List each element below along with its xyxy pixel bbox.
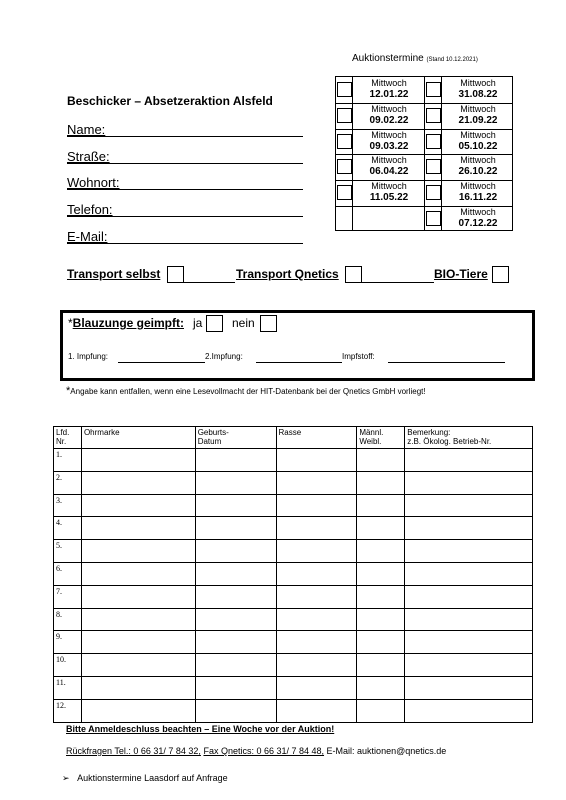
table-cell[interactable] bbox=[276, 562, 357, 585]
table-header-row bbox=[54, 427, 533, 449]
blauzunge-heading bbox=[68, 316, 184, 330]
table-row bbox=[54, 494, 533, 517]
auction-date-entry bbox=[442, 104, 514, 126]
field-label: Name: bbox=[67, 122, 106, 137]
auction-day: Mittwoch bbox=[371, 129, 407, 140]
auction-col-divider bbox=[424, 77, 425, 230]
table-cell[interactable] bbox=[405, 654, 533, 677]
row-number-cell: 11. bbox=[54, 676, 82, 699]
table-row bbox=[54, 654, 533, 677]
auction-day: Mittwoch bbox=[460, 207, 496, 217]
table-row bbox=[54, 449, 533, 472]
row-number-cell: 7. bbox=[54, 585, 82, 608]
table-cell[interactable] bbox=[81, 654, 195, 677]
table-header-cell: Lfd. Nr. bbox=[54, 427, 82, 449]
table-cell[interactable] bbox=[357, 562, 405, 585]
table-cell[interactable] bbox=[195, 517, 276, 540]
note-asterisk: * bbox=[66, 385, 71, 397]
auction-date-checkbox[interactable] bbox=[426, 82, 441, 97]
table-cell[interactable] bbox=[357, 494, 405, 517]
auction-date-entry bbox=[353, 78, 425, 100]
auction-date: 09.02.22 bbox=[369, 114, 409, 126]
table-cell[interactable] bbox=[405, 494, 533, 517]
field-input-line[interactable] bbox=[67, 189, 303, 190]
transport-line-2 bbox=[362, 282, 434, 283]
auction-date-entry bbox=[442, 78, 514, 100]
table-cell[interactable] bbox=[195, 471, 276, 494]
table-cell[interactable] bbox=[195, 449, 276, 472]
impfung1-line[interactable] bbox=[118, 362, 205, 363]
table-header-cell: Rasse bbox=[276, 427, 357, 449]
field-input-line[interactable] bbox=[67, 243, 303, 244]
table-cell[interactable] bbox=[81, 540, 195, 563]
table-cell[interactable] bbox=[357, 676, 405, 699]
auction-date: 31.08.22 bbox=[458, 89, 498, 100]
field-input-line[interactable] bbox=[67, 163, 303, 164]
field-label: Wohnort: bbox=[67, 175, 120, 190]
impfung2-label: 2.Impfung: bbox=[205, 352, 243, 361]
table-header-cell: Bemerkung: z.B. Ökolog. Betrieb-Nr. bbox=[405, 427, 533, 449]
auction-date-checkbox[interactable] bbox=[337, 108, 352, 123]
auction-date: 21.09.22 bbox=[458, 114, 498, 126]
table-cell[interactable] bbox=[195, 631, 276, 654]
table-cell[interactable] bbox=[276, 517, 357, 540]
table-cell[interactable] bbox=[405, 562, 533, 585]
transport-qnetics-checkbox[interactable] bbox=[345, 266, 362, 283]
nein-checkbox[interactable] bbox=[260, 315, 277, 332]
field-label: E-Mail: bbox=[67, 229, 108, 244]
row-number-cell: 6. bbox=[54, 562, 82, 585]
auction-day: Mittwoch bbox=[460, 78, 496, 88]
field-label: Straße: bbox=[67, 149, 110, 164]
table-cell[interactable] bbox=[405, 608, 533, 631]
auction-stand: (Stand 10.12.2021) bbox=[426, 57, 478, 63]
row-number-cell: 3. bbox=[54, 494, 82, 517]
table-cell[interactable] bbox=[357, 449, 405, 472]
row-number-cell: 9. bbox=[54, 631, 82, 654]
auction-day: Mittwoch bbox=[371, 181, 407, 192]
transport-qnetics-label: Transport Qnetics bbox=[236, 267, 339, 281]
rueckfragen-text: Rückfragen Tel.: 0 66 31/ 7 84 32, bbox=[66, 746, 201, 756]
table-row bbox=[54, 631, 533, 654]
arrow-bullet-icon: ➢ bbox=[62, 773, 70, 783]
form-title: Beschicker – Absetzeraktion Alsfeld bbox=[67, 94, 273, 108]
table-cell[interactable] bbox=[276, 631, 357, 654]
table-cell[interactable] bbox=[357, 699, 405, 722]
table-cell[interactable] bbox=[276, 676, 357, 699]
table-row bbox=[54, 585, 533, 608]
table-cell[interactable] bbox=[276, 540, 357, 563]
auction-date-checkbox[interactable] bbox=[426, 185, 441, 200]
auction-cb-divider bbox=[441, 77, 442, 230]
table-cell[interactable] bbox=[81, 449, 195, 472]
auction-date-entry bbox=[353, 155, 425, 177]
table-header-cell: Ohrmarke bbox=[81, 427, 195, 449]
table-header-cell: Männl. Weibl. bbox=[357, 427, 405, 449]
auction-date-checkbox[interactable] bbox=[337, 134, 352, 149]
table-cell[interactable] bbox=[81, 517, 195, 540]
row-number-cell: 5. bbox=[54, 540, 82, 563]
auction-date-checkbox[interactable] bbox=[426, 159, 441, 174]
transport-selbst-label: Transport selbst bbox=[67, 267, 161, 281]
table-cell[interactable] bbox=[405, 517, 533, 540]
auction-date: 16.11.22 bbox=[458, 192, 498, 204]
auction-date-checkbox[interactable] bbox=[426, 134, 441, 149]
table-cell[interactable] bbox=[81, 608, 195, 631]
table-cell[interactable] bbox=[357, 517, 405, 540]
nein-label: nein bbox=[232, 316, 255, 330]
auction-title-block bbox=[352, 53, 478, 64]
table-cell[interactable] bbox=[357, 585, 405, 608]
table-cell[interactable] bbox=[405, 585, 533, 608]
laasdorf-line bbox=[62, 773, 228, 784]
table-row bbox=[54, 540, 533, 563]
fax-text: Fax Qnetics: 0 66 31/ 7 84 48, bbox=[203, 746, 325, 756]
table-row bbox=[54, 608, 533, 631]
table-cell[interactable] bbox=[195, 540, 276, 563]
ja-label: ja bbox=[193, 316, 203, 330]
auction-date-entry bbox=[353, 130, 425, 152]
auction-date-checkbox[interactable] bbox=[426, 108, 441, 123]
table-cell[interactable] bbox=[195, 699, 276, 722]
impfung1-label: 1. Impfung: bbox=[68, 352, 109, 361]
table-cell[interactable] bbox=[195, 654, 276, 677]
field-label: Telefon: bbox=[67, 202, 113, 217]
laasdorf-text: Auktionstermine Laasdorf auf Anfrage bbox=[77, 773, 228, 783]
auction-date-entry bbox=[442, 207, 514, 229]
impfstoff-label: Impfstoff: bbox=[342, 352, 375, 361]
auction-day: Mittwoch bbox=[460, 181, 496, 192]
row-number-cell: 1. bbox=[54, 449, 82, 472]
deadline-note: Bitte Anmeldeschluss beachten – Eine Woche vor der Auktion! bbox=[66, 724, 335, 734]
auction-date: 09.03.22 bbox=[369, 140, 409, 152]
field-input-line[interactable] bbox=[67, 216, 303, 217]
auction-date-checkbox[interactable] bbox=[337, 159, 352, 174]
table-row bbox=[54, 471, 533, 494]
auction-day: Mittwoch bbox=[371, 103, 407, 114]
table-cell[interactable] bbox=[195, 608, 276, 631]
auction-dates-table bbox=[335, 76, 513, 231]
table-cell[interactable] bbox=[357, 540, 405, 563]
table-cell[interactable] bbox=[276, 449, 357, 472]
table-cell[interactable] bbox=[405, 631, 533, 654]
auction-date-entry bbox=[353, 104, 425, 126]
auction-date-checkbox[interactable] bbox=[426, 211, 441, 226]
auction-date-entry bbox=[442, 155, 514, 177]
auction-date: 11.05.22 bbox=[369, 192, 409, 204]
table-cell[interactable] bbox=[276, 608, 357, 631]
blauzunge-note bbox=[66, 385, 426, 397]
row-number-cell: 8. bbox=[54, 608, 82, 631]
transport-selbst-checkbox[interactable] bbox=[167, 266, 184, 283]
table-header-cell: Geburts- Datum bbox=[195, 427, 276, 449]
bio-tiere-checkbox[interactable] bbox=[492, 266, 509, 283]
table-cell[interactable] bbox=[81, 699, 195, 722]
auction-cb-divider bbox=[352, 77, 353, 230]
auction-day: Mittwoch bbox=[460, 103, 496, 114]
auction-date-checkbox[interactable] bbox=[337, 185, 352, 200]
impfstoff-line[interactable] bbox=[388, 362, 505, 363]
table-cell[interactable] bbox=[81, 585, 195, 608]
table-cell[interactable] bbox=[81, 471, 195, 494]
auction-date: 07.12.22 bbox=[458, 218, 498, 229]
auction-day: Mittwoch bbox=[460, 155, 496, 166]
animal-table bbox=[53, 426, 533, 723]
field-input-line[interactable] bbox=[67, 136, 303, 137]
table-row bbox=[54, 699, 533, 722]
table-cell[interactable] bbox=[405, 540, 533, 563]
auction-day: Mittwoch bbox=[460, 129, 496, 140]
table-cell[interactable] bbox=[276, 494, 357, 517]
table-cell[interactable] bbox=[195, 494, 276, 517]
table-cell[interactable] bbox=[357, 631, 405, 654]
auction-day: Mittwoch bbox=[371, 155, 407, 166]
table-cell[interactable] bbox=[81, 676, 195, 699]
row-number-cell: 10. bbox=[54, 654, 82, 677]
note-text: Angabe kann entfallen, wenn eine Lesevollmacht der HIT-Datenbank bei der Qnetics GmbH vorliegt! bbox=[70, 387, 426, 396]
row-number-cell: 4. bbox=[54, 517, 82, 540]
auction-date-entry bbox=[353, 181, 425, 203]
auction-title: Auktionstermine bbox=[352, 53, 424, 64]
table-cell[interactable] bbox=[357, 608, 405, 631]
blauzunge-label: Blauzunge geimpft: bbox=[72, 316, 184, 330]
table-cell[interactable] bbox=[276, 585, 357, 608]
asterisk: * bbox=[68, 316, 73, 330]
table-cell[interactable] bbox=[81, 631, 195, 654]
table-cell[interactable] bbox=[81, 494, 195, 517]
table-cell[interactable] bbox=[81, 562, 195, 585]
impfung2-line[interactable] bbox=[256, 362, 342, 363]
auction-day: Mittwoch bbox=[371, 78, 407, 88]
table-cell[interactable] bbox=[195, 676, 276, 699]
table-row bbox=[54, 676, 533, 699]
auction-date: 26.10.22 bbox=[458, 166, 498, 178]
table-cell[interactable] bbox=[405, 676, 533, 699]
table-cell[interactable] bbox=[405, 699, 533, 722]
auction-date-checkbox[interactable] bbox=[337, 82, 352, 97]
ja-checkbox[interactable] bbox=[206, 315, 223, 332]
auction-date-entry bbox=[442, 181, 514, 203]
table-cell[interactable] bbox=[276, 471, 357, 494]
bio-tiere-label: BIO-Tiere bbox=[434, 267, 488, 281]
email-text[interactable]: E-Mail: auktionen@qnetics.de bbox=[326, 746, 447, 756]
contact-line bbox=[66, 746, 446, 756]
auction-date-entry bbox=[442, 130, 514, 152]
table-cell[interactable] bbox=[405, 471, 533, 494]
table-cell[interactable] bbox=[276, 654, 357, 677]
table-cell[interactable] bbox=[195, 585, 276, 608]
table-cell[interactable] bbox=[357, 471, 405, 494]
table-cell[interactable] bbox=[276, 699, 357, 722]
row-number-cell: 12. bbox=[54, 699, 82, 722]
table-row bbox=[54, 517, 533, 540]
table-cell[interactable] bbox=[195, 562, 276, 585]
auction-date: 12.01.22 bbox=[369, 89, 409, 100]
auction-date: 05.10.22 bbox=[458, 140, 498, 152]
transport-line-1 bbox=[184, 282, 235, 283]
row-number-cell: 2. bbox=[54, 471, 82, 494]
table-cell[interactable] bbox=[357, 654, 405, 677]
auction-date: 06.04.22 bbox=[369, 166, 409, 178]
table-row bbox=[54, 562, 533, 585]
table-cell[interactable] bbox=[405, 449, 533, 472]
